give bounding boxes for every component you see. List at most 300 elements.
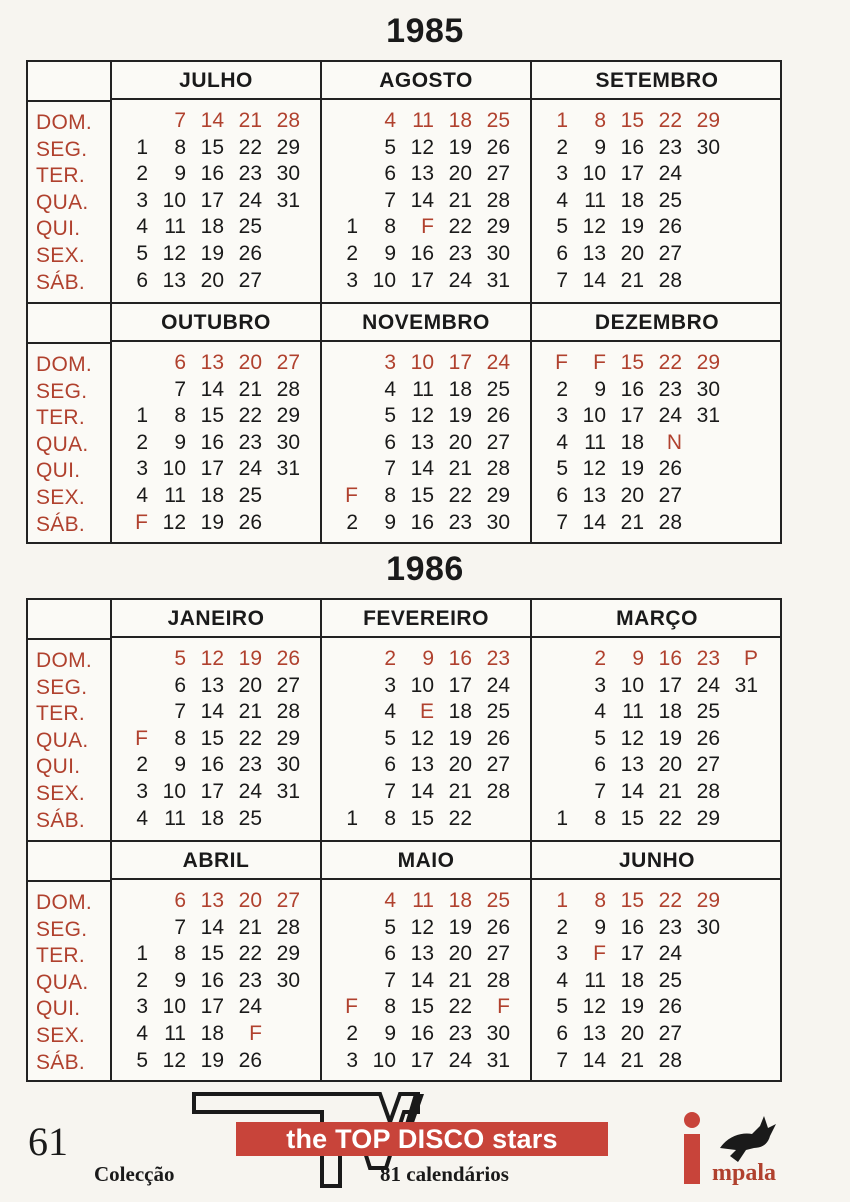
- day-cell: 3: [136, 188, 148, 212]
- day-cell: 15: [620, 806, 644, 830]
- month-name: AGOSTO: [322, 62, 530, 100]
- day-cell: 18: [658, 700, 682, 724]
- holiday-marker: N: [666, 430, 682, 454]
- day-cell: 10: [620, 673, 644, 697]
- day-cell: 1: [556, 806, 568, 830]
- day-cell: 12: [582, 457, 606, 481]
- day-cell: 24: [238, 780, 262, 803]
- day-cell: 8: [174, 726, 186, 750]
- day-cell: 6: [594, 753, 606, 777]
- weekday-label: SÁB.: [36, 512, 86, 536]
- day-cell: 27: [238, 268, 262, 292]
- day-cell: 28: [486, 780, 510, 803]
- day-cell: 13: [200, 889, 224, 912]
- day-cell: 16: [658, 647, 682, 670]
- day-cell: 31: [276, 457, 300, 481]
- day-cell: 19: [620, 995, 644, 1019]
- day-cell: 28: [276, 915, 300, 939]
- day-cell: 3: [346, 1048, 358, 1072]
- weekday-label: SEX.: [36, 486, 86, 509]
- weekday-label: QUI.: [36, 755, 81, 779]
- day-cell: 17: [410, 268, 434, 292]
- publisher-name: mpala: [712, 1160, 777, 1186]
- weekday-label: QUI.: [36, 217, 81, 241]
- day-grid: [532, 638, 782, 840]
- day-cell: 5: [136, 1048, 148, 1072]
- weekday-label: SEG.: [36, 675, 88, 699]
- day-cell: 1: [136, 404, 148, 428]
- day-cell: 30: [696, 135, 720, 159]
- day-cell: 21: [238, 700, 262, 724]
- day-cell: 17: [200, 457, 224, 481]
- calendar-table-1985: [26, 60, 782, 544]
- day-cell: 4: [594, 700, 606, 724]
- day-cell: 17: [620, 404, 644, 428]
- day-cell: 10: [162, 188, 186, 212]
- day-cell: 24: [658, 942, 682, 966]
- day-grid: [532, 880, 782, 1082]
- day-cell: 14: [582, 1048, 606, 1072]
- day-cell: 16: [410, 510, 434, 534]
- day-cell: 29: [696, 109, 720, 132]
- day-cell: 10: [410, 351, 434, 374]
- day-cell: 9: [174, 430, 186, 454]
- holiday-marker: P: [743, 647, 758, 670]
- weekday-label: TER.: [36, 164, 86, 188]
- day-cell: 2: [556, 915, 568, 939]
- day-cell: 15: [200, 404, 224, 428]
- day-cell: 1: [136, 135, 148, 159]
- day-cell: 11: [412, 109, 434, 132]
- day-cell: 27: [276, 889, 300, 912]
- day-cell: 27: [486, 162, 510, 186]
- day-cell: 20: [620, 484, 644, 507]
- day-cell: 22: [658, 109, 682, 132]
- day-cell: 1: [346, 215, 358, 239]
- day-cell: 2: [594, 647, 606, 670]
- day-cell: 24: [448, 1048, 472, 1072]
- weekday-label: DOM.: [36, 353, 93, 376]
- day-cell: 23: [448, 1022, 472, 1045]
- month-name: ABRIL: [112, 842, 320, 880]
- day-cell: 4: [556, 188, 568, 212]
- holiday-marker: F: [497, 995, 510, 1019]
- day-cell: 16: [200, 430, 224, 454]
- day-cell: 17: [620, 162, 644, 186]
- day-cell: 12: [582, 215, 606, 239]
- day-cell: 24: [486, 351, 510, 374]
- day-cell: 19: [200, 510, 224, 534]
- weekday-label: SEX.: [36, 1024, 86, 1047]
- day-cell: 29: [276, 404, 300, 428]
- month-name: MARÇO: [532, 600, 782, 638]
- day-cell: 24: [238, 457, 262, 481]
- day-cell: 21: [448, 457, 472, 481]
- day-cell: 30: [276, 162, 300, 186]
- day-cell: 19: [448, 726, 472, 750]
- day-cell: 23: [238, 968, 262, 992]
- day-cell: 25: [658, 188, 682, 212]
- month-name: JUNHO: [532, 842, 782, 880]
- day-cell: 30: [486, 510, 510, 534]
- day-cell: 31: [486, 268, 510, 292]
- month-name: FEVEREIRO: [322, 600, 530, 638]
- day-cell: 8: [384, 995, 396, 1019]
- quarter-row: [28, 302, 780, 544]
- month-name: NOVEMBRO: [322, 304, 530, 342]
- day-cell: 5: [384, 915, 396, 939]
- day-cell: 20: [658, 753, 682, 777]
- weekday-label: SEG.: [36, 917, 88, 941]
- weekday-label: SEG.: [36, 379, 88, 403]
- day-cell: 25: [486, 377, 510, 401]
- weekday-labels: [28, 342, 112, 544]
- day-cell: 26: [696, 726, 720, 750]
- day-cell: 14: [582, 510, 606, 534]
- year-heading-1986: 1986: [386, 550, 464, 588]
- day-cell: 30: [276, 430, 300, 454]
- day-cell: 9: [594, 135, 606, 159]
- quarter-row: [28, 600, 780, 840]
- day-cell: 19: [658, 726, 682, 750]
- day-cell: 5: [384, 404, 396, 428]
- day-cell: 8: [174, 404, 186, 428]
- day-cell: 7: [594, 780, 606, 803]
- day-cell: 18: [620, 188, 644, 212]
- day-cell: 19: [448, 135, 472, 159]
- day-cell: 22: [658, 351, 682, 374]
- day-cell: 28: [486, 968, 510, 992]
- day-cell: 28: [696, 780, 720, 803]
- day-cell: 23: [486, 647, 510, 670]
- day-cell: 17: [200, 995, 224, 1019]
- day-cell: 21: [620, 1048, 644, 1072]
- day-cell: 9: [384, 1022, 396, 1045]
- day-cell: 26: [238, 1048, 262, 1072]
- day-cell: 11: [584, 430, 606, 454]
- day-cell: 22: [238, 135, 262, 159]
- day-cell: 3: [556, 404, 568, 428]
- day-cell: 14: [200, 915, 224, 939]
- day-cell: 27: [486, 753, 510, 777]
- day-cell: 14: [410, 968, 434, 992]
- day-cell: 2: [346, 242, 358, 265]
- month-block: [112, 842, 322, 1082]
- month-block: [532, 304, 782, 544]
- day-cell: 3: [556, 162, 568, 186]
- day-grid: [532, 342, 782, 544]
- day-cell: 19: [238, 647, 262, 670]
- day-cell: 14: [200, 700, 224, 724]
- day-cell: 6: [136, 268, 148, 292]
- day-cell: 4: [384, 700, 396, 724]
- day-cell: 21: [658, 780, 682, 803]
- weekday-label: SEG.: [36, 137, 88, 161]
- day-cell: 30: [696, 377, 720, 401]
- day-cell: 20: [448, 162, 472, 186]
- day-cell: 22: [448, 995, 472, 1019]
- day-grid: [322, 880, 530, 1082]
- day-cell: 17: [410, 1048, 434, 1072]
- day-cell: 22: [448, 484, 472, 507]
- day-cell: 28: [276, 377, 300, 401]
- weekday-label: DOM.: [36, 649, 93, 672]
- day-cell: 4: [136, 806, 148, 830]
- day-cell: 15: [410, 806, 434, 830]
- day-cell: 3: [384, 673, 396, 697]
- day-cell: 7: [174, 915, 186, 939]
- weekday-labels: [28, 100, 112, 302]
- day-cell: 14: [410, 780, 434, 803]
- day-cell: 17: [448, 351, 472, 374]
- month-name: SETEMBRO: [532, 62, 782, 100]
- day-cell: 4: [136, 1022, 148, 1045]
- weekday-label: QUI.: [36, 459, 81, 483]
- day-cell: 19: [620, 457, 644, 481]
- month-block: [532, 600, 782, 840]
- day-grid: [112, 880, 320, 1082]
- day-cell: 20: [448, 753, 472, 777]
- day-cell: 10: [162, 995, 186, 1019]
- day-cell: 8: [174, 942, 186, 966]
- day-cell: 23: [696, 647, 720, 670]
- day-cell: 6: [384, 753, 396, 777]
- day-cell: 3: [346, 268, 358, 292]
- day-cell: 18: [620, 430, 644, 454]
- day-cell: 12: [410, 726, 434, 750]
- day-cell: 25: [486, 700, 510, 724]
- weekday-header-blank: [28, 842, 112, 880]
- weekday-header-blank: [28, 62, 112, 100]
- day-cell: 13: [162, 268, 186, 292]
- day-cell: 13: [582, 484, 606, 507]
- day-cell: 22: [238, 726, 262, 750]
- day-cell: 9: [594, 377, 606, 401]
- day-cell: 26: [658, 457, 682, 481]
- day-cell: 9: [632, 647, 644, 670]
- day-grid: [532, 100, 782, 302]
- day-cell: 27: [696, 753, 720, 777]
- day-cell: 12: [162, 242, 186, 265]
- day-cell: 15: [410, 484, 434, 507]
- day-cell: 7: [174, 700, 186, 724]
- day-grid: [322, 342, 530, 544]
- day-cell: 24: [658, 404, 682, 428]
- day-cell: 4: [384, 377, 396, 401]
- day-cell: 12: [162, 1048, 186, 1072]
- day-cell: 6: [174, 889, 186, 912]
- day-cell: 12: [620, 726, 644, 750]
- month-name: JANEIRO: [112, 600, 320, 638]
- day-cell: 26: [276, 647, 300, 670]
- day-cell: 5: [594, 726, 606, 750]
- day-cell: 29: [696, 889, 720, 912]
- day-cell: 24: [238, 188, 262, 212]
- day-cell: 23: [658, 377, 682, 401]
- quarter-row: [28, 62, 780, 302]
- day-cell: 16: [620, 377, 644, 401]
- day-cell: 25: [238, 484, 262, 507]
- day-cell: 16: [620, 135, 644, 159]
- holiday-marker: F: [345, 995, 358, 1019]
- day-cell: 17: [200, 780, 224, 803]
- day-cell: 28: [276, 700, 300, 724]
- day-cell: 21: [620, 268, 644, 292]
- day-cell: 24: [448, 268, 472, 292]
- day-cell: 12: [200, 647, 224, 670]
- day-cell: 21: [448, 968, 472, 992]
- day-cell: 18: [200, 1022, 224, 1045]
- day-cell: 5: [556, 457, 568, 481]
- day-cell: 8: [174, 135, 186, 159]
- day-cell: 20: [620, 1022, 644, 1045]
- day-cell: 12: [162, 510, 186, 534]
- day-cell: 28: [658, 510, 682, 534]
- day-cell: 26: [238, 510, 262, 534]
- holiday-marker: F: [593, 942, 606, 966]
- day-cell: 10: [582, 162, 606, 186]
- day-cell: 23: [658, 915, 682, 939]
- day-grid: [322, 638, 530, 840]
- day-cell: 4: [136, 484, 148, 507]
- day-cell: 29: [696, 806, 720, 830]
- card-number: 61: [28, 1119, 68, 1164]
- day-cell: 5: [384, 726, 396, 750]
- day-cell: 14: [200, 377, 224, 401]
- day-cell: 11: [164, 215, 186, 239]
- collection-label: Colecção: [94, 1162, 175, 1186]
- day-cell: 19: [200, 242, 224, 265]
- day-cell: 19: [448, 404, 472, 428]
- day-cell: 20: [620, 242, 644, 265]
- day-cell: 3: [136, 780, 148, 803]
- weekday-label: DOM.: [36, 891, 93, 914]
- day-cell: 2: [384, 647, 396, 670]
- day-cell: 13: [410, 162, 434, 186]
- day-cell: 18: [448, 377, 472, 401]
- day-cell: 24: [658, 162, 682, 186]
- day-cell: 16: [200, 753, 224, 777]
- day-cell: 7: [174, 109, 186, 132]
- day-cell: 16: [200, 968, 224, 992]
- day-cell: 16: [200, 162, 224, 186]
- day-cell: 10: [162, 457, 186, 481]
- day-cell: 9: [384, 242, 396, 265]
- day-cell: 15: [620, 351, 644, 374]
- month-block: [112, 600, 322, 840]
- day-cell: 27: [276, 673, 300, 697]
- day-cell: 1: [556, 889, 568, 912]
- day-cell: 6: [556, 484, 568, 507]
- month-block: [112, 62, 322, 302]
- day-cell: 27: [658, 1022, 682, 1045]
- day-cell: 30: [276, 968, 300, 992]
- day-cell: 4: [556, 968, 568, 992]
- day-cell: 2: [346, 510, 358, 534]
- day-cell: 31: [734, 673, 758, 697]
- day-cell: 7: [556, 1048, 568, 1072]
- day-cell: 13: [620, 753, 644, 777]
- day-cell: 28: [486, 457, 510, 481]
- day-cell: 25: [486, 109, 510, 132]
- day-grid: [112, 342, 320, 544]
- day-cell: 23: [238, 753, 262, 777]
- day-cell: 17: [658, 673, 682, 697]
- day-cell: 2: [556, 135, 568, 159]
- month-block: [322, 62, 532, 302]
- day-cell: 11: [584, 968, 606, 992]
- day-cell: 18: [448, 109, 472, 132]
- day-cell: 22: [658, 889, 682, 912]
- day-cell: 11: [412, 377, 434, 401]
- day-cell: 16: [410, 1022, 434, 1045]
- day-cell: 2: [136, 753, 148, 777]
- holiday-marker: E: [419, 700, 434, 724]
- day-cell: 11: [622, 700, 644, 724]
- day-cell: 14: [620, 780, 644, 803]
- weekday-label: SEX.: [36, 782, 86, 805]
- day-cell: 7: [556, 268, 568, 292]
- day-cell: 6: [556, 242, 568, 265]
- day-cell: 22: [448, 806, 472, 830]
- day-cell: 8: [384, 806, 396, 830]
- day-cell: 6: [384, 430, 396, 454]
- day-cell: 6: [174, 351, 186, 374]
- day-cell: 8: [594, 806, 606, 830]
- day-grid: [112, 100, 320, 302]
- day-cell: 24: [696, 673, 720, 697]
- day-cell: 29: [486, 215, 510, 239]
- day-cell: 30: [486, 1022, 510, 1045]
- day-cell: 3: [556, 942, 568, 966]
- holiday-marker: F: [555, 351, 568, 374]
- day-cell: 27: [658, 484, 682, 507]
- day-cell: 16: [448, 647, 472, 670]
- month-block: [532, 62, 782, 302]
- day-cell: 23: [448, 242, 472, 265]
- day-cell: 22: [238, 942, 262, 966]
- day-cell: 10: [372, 1048, 396, 1072]
- holiday-marker: F: [135, 726, 148, 750]
- day-cell: 3: [384, 351, 396, 374]
- day-cell: 30: [276, 753, 300, 777]
- day-cell: 2: [136, 162, 148, 186]
- day-cell: 12: [410, 404, 434, 428]
- day-cell: 10: [410, 673, 434, 697]
- day-cell: 13: [582, 242, 606, 265]
- weekday-labels: [28, 638, 112, 840]
- day-cell: 8: [384, 484, 396, 507]
- day-cell: 24: [486, 673, 510, 697]
- day-cell: 19: [448, 915, 472, 939]
- day-cell: 22: [448, 215, 472, 239]
- day-cell: 10: [582, 404, 606, 428]
- day-cell: 18: [448, 700, 472, 724]
- calendar-table-1986: [26, 598, 782, 1082]
- day-cell: 31: [486, 1048, 510, 1072]
- day-cell: 30: [486, 242, 510, 265]
- day-cell: 3: [136, 995, 148, 1019]
- calendars-count: 81 calendários: [380, 1162, 509, 1186]
- day-cell: 4: [384, 889, 396, 912]
- day-cell: 23: [658, 135, 682, 159]
- day-cell: 23: [448, 510, 472, 534]
- day-cell: 16: [620, 915, 644, 939]
- day-cell: 26: [486, 915, 510, 939]
- day-cell: 31: [696, 404, 720, 428]
- day-grid: [112, 638, 320, 840]
- day-cell: 14: [582, 268, 606, 292]
